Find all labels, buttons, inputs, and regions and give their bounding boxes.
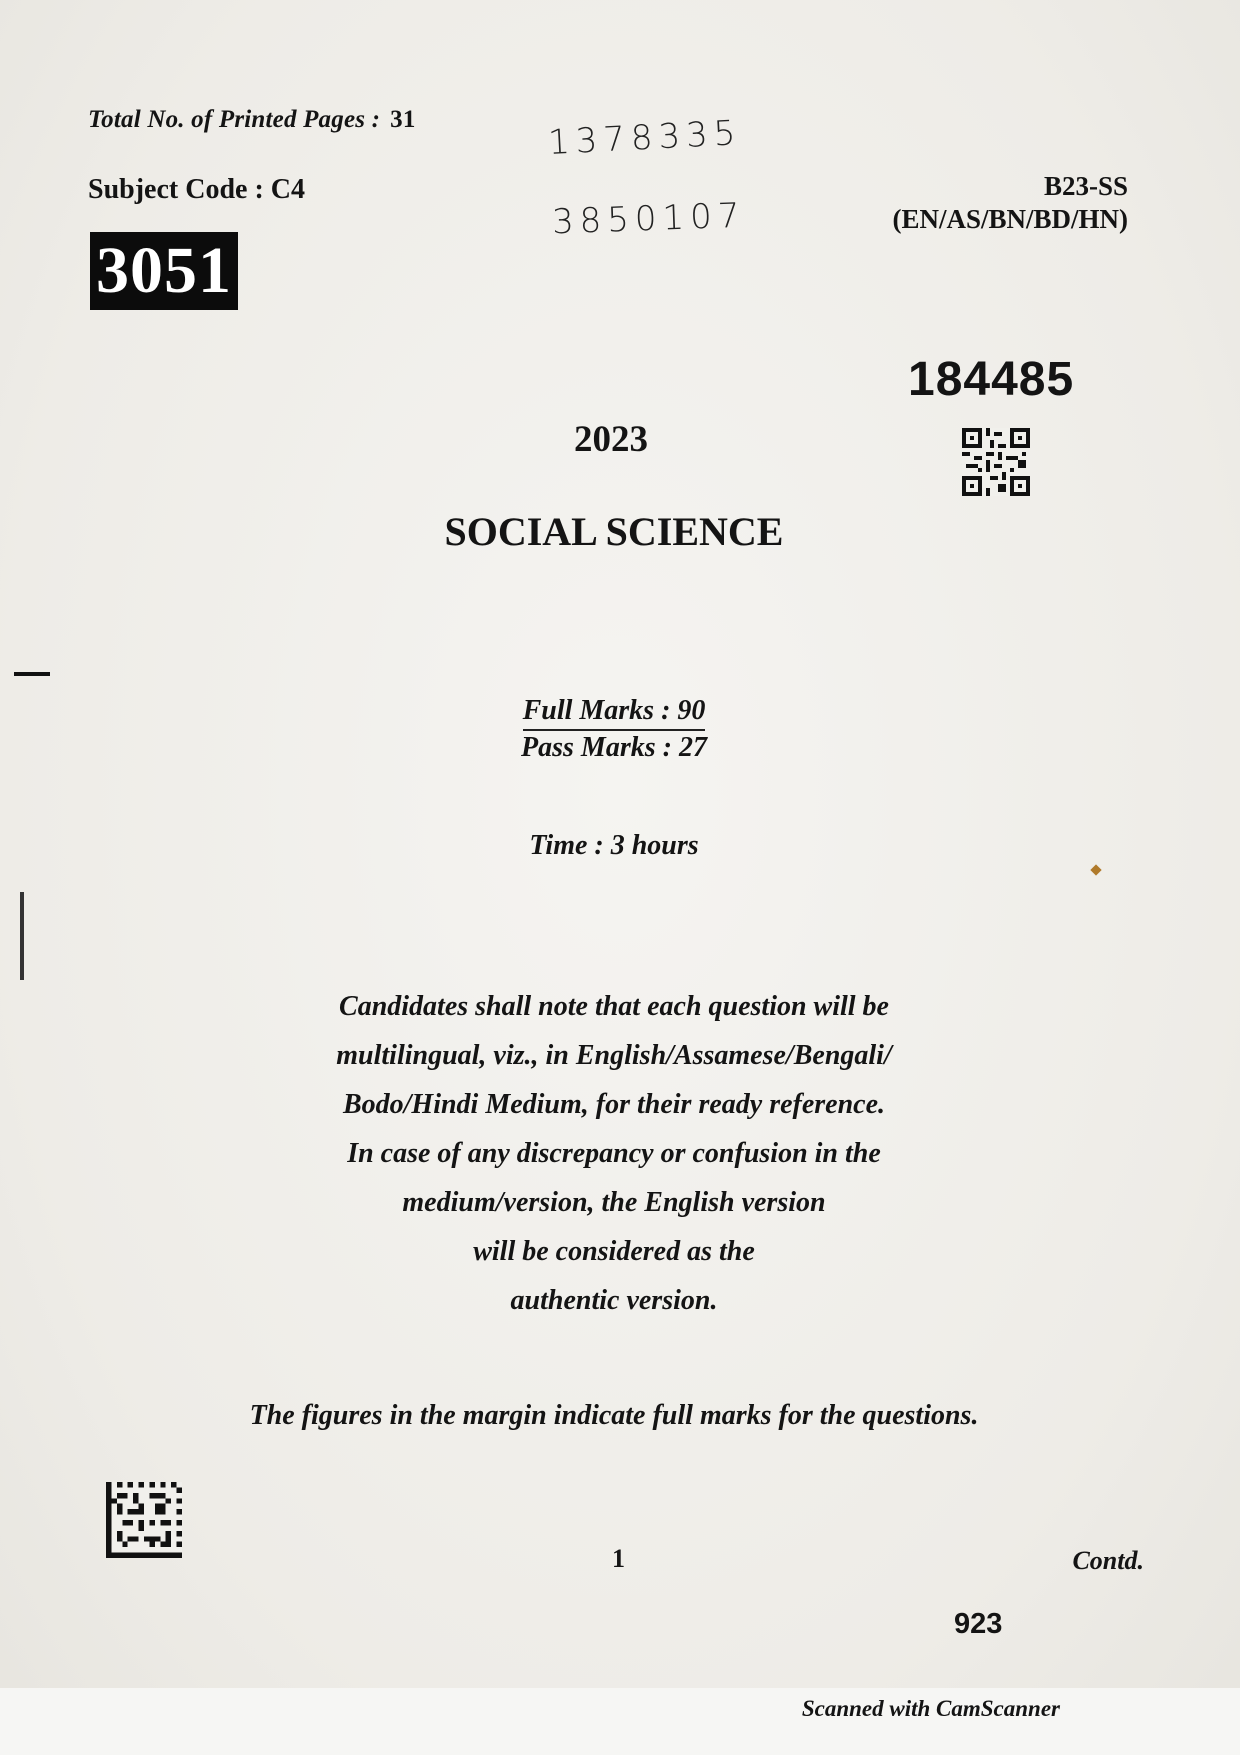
subject-code: Subject Code : C4 [88,174,305,205]
instruction-line: In case of any discrepancy or confusion in the [347,1138,881,1169]
datamatrix-code-icon [106,1482,182,1558]
instruction-line: multilingual, viz., in English/Assamese/Bengali/ [336,1040,892,1071]
instruction-line: Bodo/Hindi Medium, for their ready reference. [342,1089,886,1120]
subject-title: SOCIAL SCIENCE [444,509,784,554]
pass-marks: Pass Marks : 27 [521,732,707,763]
handwritten-number-1: 1378335 [547,112,743,164]
handwritten-number-2: 3850107 [551,195,747,243]
total-pages-value: 31 [390,106,416,133]
instruction-line: will be considered as the [473,1236,755,1267]
margin-mark [14,672,50,676]
total-pages [88,106,416,134]
contd-label: Contd. [1072,1546,1144,1575]
paper-code-box: 3051 [90,232,238,310]
serial-number: 184485 [908,353,1075,406]
total-pages-label: Total No. of Printed Pages : [88,106,381,133]
instruction-line: medium/version, the English version [402,1187,826,1218]
page-number: 1 [612,1544,625,1573]
ink-spot [1090,864,1101,875]
margin-bar [20,892,24,980]
exam-time: Time : 3 hours [529,830,699,861]
marks-block [0,694,1228,765]
bottom-number: 923 [954,1608,1003,1640]
figures-note: The figures in the margin indicate full marks for the questions. [249,1400,979,1431]
series-code: B23-SS [1043,171,1128,201]
exam-year: 2023 [574,419,648,460]
instruction-line: Candidates shall note that each question will be [339,991,889,1022]
full-marks: Full Marks : 90 [523,694,706,731]
scanner-watermark: Scanned with CamScanner [801,1696,1060,1721]
instructions-block [0,982,1228,1325]
instruction-line: authentic version. [510,1285,718,1316]
series-block [892,170,1128,236]
qr-code-icon [962,428,1030,496]
language-codes: (EN/AS/BN/BD/HN) [892,204,1128,234]
